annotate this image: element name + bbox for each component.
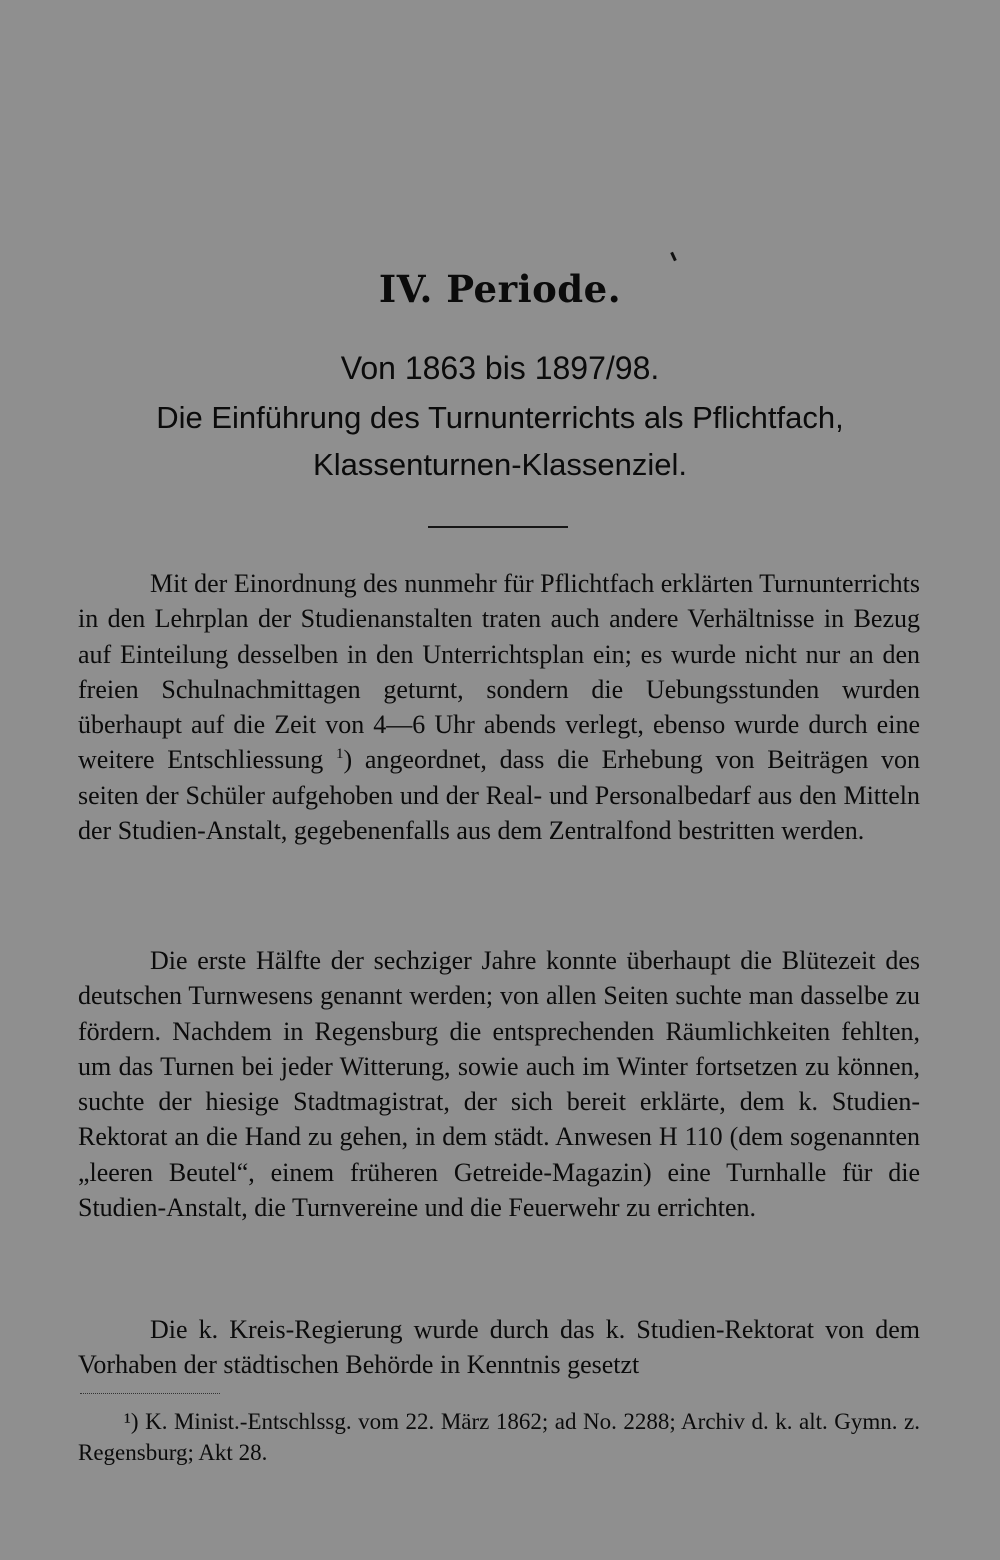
paragraph-3: [78, 1312, 920, 1383]
period-heading: IV. Periode.: [378, 267, 622, 311]
subtitle-line-1: Die Einführung des Turnunterrichts als Pflichtfach,: [156, 400, 844, 435]
date-range-heading: Von 1863 bis 1897/98.: [340, 350, 660, 386]
footnote-reference: 1: [335, 746, 344, 763]
footnote: [78, 1406, 920, 1468]
paragraph-1-text-a: Mit der Einordnung des nunmehr für Pflichtfach erklärten Turnunterrichts in den Lehrplan der Studienanstalten traten auch andere Verhältnisse in Bezug auf Einteilung desselben in den Unterrichtsplan ein; es wurde nicht nur an den freien Schulnachmittagen geturnt, sondern die Uebungsstunden wurden überhaupt auf die Zeit von 4—6 Uhr abends verlegt, ebenso wurde durch eine weitere Entschliessung: [78, 569, 920, 775]
paragraph-1: [78, 566, 920, 848]
footnote-divider: [80, 1393, 220, 1394]
print-speck: [670, 252, 677, 261]
paragraph-3-text: Die k. Kreis-Regierung wurde durch das k. Studien-Rektorat von dem Vorhaben der städtischen Behörde in Kenntnis gesetzt: [78, 1315, 920, 1380]
paragraph-1-text-b: ) angeordnet, dass die Erhebung von Beiträgen von seiten der Schüler aufgehoben und der Real- und Personalbedarf aus den Mitteln der Studien-Anstalt, gegebenenfalls aus dem Zentralfond bestritten werden.: [78, 745, 920, 846]
paragraph-2-text: Die erste Hälfte der sechziger Jahre konnte überhaupt die Blütezeit des deutschen Turnwesens genannt werden; von allen Seiten suchte man dasselbe zu fördern. Nachdem in Regensburg die entsprechenden Räumlichkeiten fehlten, um das Turnen bei jeder Witterung, sowie auch im Winter fortsetzen zu können, suchte der hiesige Stadtmagistrat, der sich bereit erklärte, dem k. Studien-Rektorat an die Hand zu gehen, in dem städt. Anwesen H 110 (dem sogenannten „leeren Beutel“, einem früheren Getreide-Magazin) eine Turnhalle für die Studien-Anstalt, die Turnvereine und die Feuerwehr zu errichten.: [78, 946, 920, 1223]
subtitle-line-2: Klassenturnen-Klassenziel.: [313, 447, 687, 482]
paragraph-2: [78, 943, 920, 1225]
footnote-marker: ¹): [124, 1409, 139, 1434]
heading-divider: [428, 526, 568, 528]
footnote-text: K. Minist.-Entschlssg. vom 22. März 1862; ad No. 2288; Archiv d. k. alt. Gymn. z. Regensburg; Akt 28.: [78, 1409, 920, 1465]
